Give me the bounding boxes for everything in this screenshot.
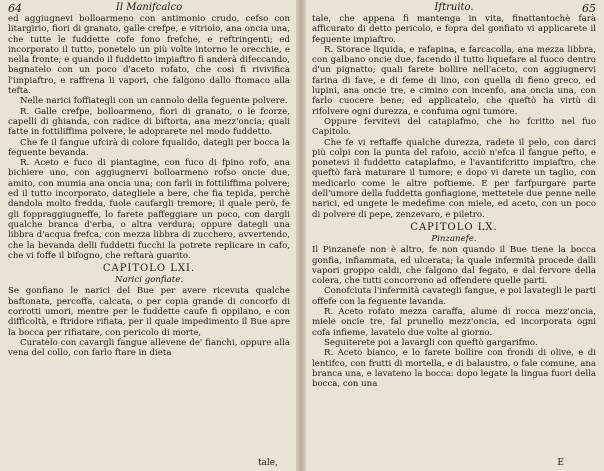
paragraph: Se gonfiano le narici del Bue per avere ricevuta qualche baftonata, percoffa, calcata, o per copia grande di concorfo di corrotti umori, mentre per le fuddette caufe fi oppilano, e con difficoltà, e ftridore rifiata, per il quale impedimento il Bue apre la bocca per rifiatare, con pericolo di morte, [8,286,290,338]
right-page [304,0,604,471]
paragraph: Che fe il fangue ufcirà di colore fqualido, dategli per bocca la feguente bevanda. [8,137,290,158]
paragraph: R. Galle crefpe, bolloarmeno, fiori di granato, o le fcorze, capelli di ghianda, con radice di biftorta, ana mezz'oncia; quali fatte in fottiliffima polvere, le adoprarete nel modo fuddetto. [8,106,290,138]
chapter-subtitle: Pinzanefe. [431,233,477,244]
paragraph: tale, che appena fi mantenga in vita, finattantochè farà afficurato di detto pericolo, e fopra del gonfiato vi applicarete il feguente impiaftro. [312,14,596,45]
right-running-head [312,2,596,14]
right-running-title: Iftruito. [434,2,474,13]
left-running-head [8,2,290,14]
right-text-block [312,14,596,389]
paragraph: Curatelo con cavargli fangue allevene de' fianchi, oppure alla vena del collo, con farlo ftare in dieta [8,337,290,359]
right-catchword: E [557,458,564,468]
paragraph: Seguiterete poi a lavargli con queftò gargarifmo. [324,337,538,348]
left-running-title: Il Manifcalco [115,2,183,13]
paragraph: Il Pinzanefe non è altro, fe non quando il Bue tiene la bocca gonfia, infiammata, ed ulcerata; la quale infermità procede dalli vapori groppo caldi, che falgono dal fegato, e dal fervore della colera, che tutti concorrono ad offendere quelle parti. [312,245,596,287]
paragraph: R. Aceto e fuco di piantagine, con fuco di fpino rofo, ana bichiere uno, con aggiugnervi bolloarmeno rofso oncie due, amito, con mumia ana oncia una; con farli in fottiliffima polvere; ed il tutto incorporato, dategliele a bere, che fia tepida, perchè dandola molto fredda, fuole caufargli tremore; il quale però, fe gli foppraggiugneffe, lo farete paffeggiare un poco, con dargli qualche branca d'erba, o altra verdura; oppure dategli una libbra d'acqua frefca, con mezza libbra di zucchero, avvertendo, che la bevanda delli fuddetti fucchi la potrete replicare in cafo, che vi foffe il bifogno, che reftarà guarito. [8,158,290,261]
paragraph: Conofciuta l'infermità cavategli fangue, e poi lavategli le parti offefe con la feguente lavanda. [312,286,596,307]
paragraph: Nelle narici foffiategli con un cannolo della feguente polvere. [20,96,288,107]
left-catchword: tale, [257,458,278,468]
paragraph: R. Aceto bianco, e lo farete bollire con frondi di olive, e di lentifco, con frutti di mortella, e di balaustro, o fale comune, ana branca una, e lavateno la bocca: dopo legate la lingua fuori della bocca, con una [312,348,596,390]
chapter-subtitle: Narici gonfiate. [114,275,184,286]
left-text-block [8,14,290,359]
chapter-heading: CAPITOLO LX. [410,221,498,233]
left-page [0,0,298,471]
paragraph: ed aggiugnevi bolloarmeno con antimonio crudo, cefso con litargirio, fiori di granato, galle crefpe, e vitriolo, ana oncia una, che tutte le fuddette cofe fono frefche, e reftringenti; ed incorporato il tutto, ponetelo un più volte intorno le orecchie, e nella fronte; e quando il fuddetto impiaftro fi anderà difeccando, bagnatelo con un poco d'aceto rofato, che così fi rivivifica l'impiaftro, e raffrena li vapori, che falgono dallo ftomaco alla tefta. [8,14,290,97]
left-page-number: 64 [8,2,22,15]
paragraph: Oppure fervitevi del cataplafmo, che ho fcritto nel fuo Capitolo. [312,116,596,138]
paragraph: Che fe vi reftaffe qualche durezza, radete il pelo, con darci più colpi con la punta del rafoio, acciò n'efca il fangue pefto, e ponetevi il fuddetto cataplafmo, e l'avantifcritto impiaftro, che queftò farà maturare il tumore; e dopo vi darete un taglio, con medicarlo come le altre poftieme. E per farfpurgare parte dell'umore della fuddetta gonfiagione, mettetele due penne nelle narici, ed ungete le medefime con miele, ed aceto, con un poco di polvere di pepe, zenzevaro, e piletro. [312,137,596,220]
chapter-heading: CAPITOLO LXI. [102,263,196,275]
paragraph: R. Aceto rofato mezza caraffa, alume di rocca mezz'oncia, miele oncie tre, fal prunello mezz'oncia, ed incorporata ogni cofa infieme, lavatelo due volte al giorno. [312,307,596,338]
paragraph: R. Storace liquida, e rafapina, e farcacolla, ana mezza libbra, con galbano oncie due, facendo il tutto liquefare al fuoco dentro d'un pignatto; quali farete bollire nell'aceto, con aggiugnervi farina di fave, e di feme di lino, con quella di fieno greco, ed lupini, ana oncie tre, e cimino con incenfo, ana oncia una, con farlo cuocere bene; ed applicatelo, che queftò ha virtù di rifolvere ogni durezza, e confuma ogni tumore. [312,44,596,117]
right-page-number: 65 [582,2,596,15]
